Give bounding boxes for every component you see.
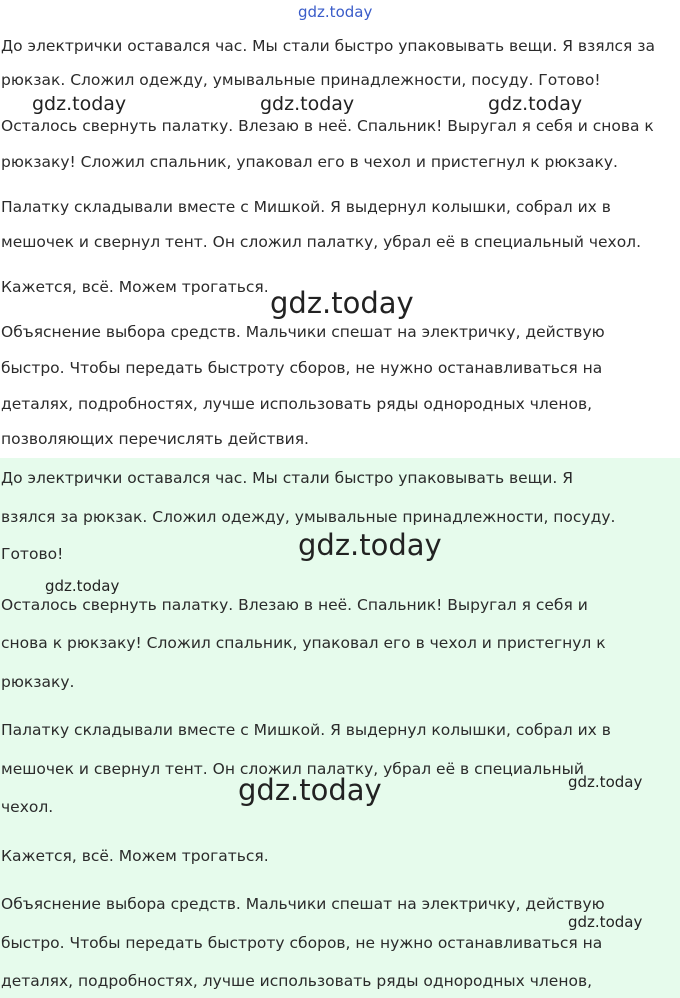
- text-line: Готово!: [1, 545, 64, 563]
- text-line: взялся за рюкзак. Сложил одежду, умывальные принадлежности, посуду.: [1, 508, 616, 526]
- text-line: быстро. Чтобы передать быстроту сборов, не нужно останавливаться на: [1, 934, 603, 952]
- watermark: gdz.today: [298, 3, 373, 21]
- watermark: gdz.today: [298, 528, 442, 562]
- text-line: Объяснение выбора средств. Мальчики спешат на электричку, действую: [1, 895, 605, 913]
- text-line: деталях, подробностях, лучше использовать ряды однородных членов,: [1, 395, 593, 413]
- watermark: gdz.today: [238, 773, 382, 807]
- watermark: gdz.today: [260, 93, 355, 115]
- watermark: gdz.today: [45, 577, 120, 595]
- text-line: Палатку складывали вместе с Мишкой. Я выдернул колышки, собрал их в: [1, 721, 611, 739]
- text-line: Кажется, всё. Можем трогаться.: [1, 847, 269, 865]
- text-line: рюкзаку.: [1, 673, 75, 691]
- watermark: gdz.today: [32, 93, 127, 115]
- watermark: gdz.today: [568, 913, 643, 931]
- text-line: рюкзак. Сложил одежду, умывальные принадлежности, посуду. Готово!: [1, 71, 601, 89]
- watermark: gdz.today: [568, 773, 643, 791]
- text-line: Осталось свернуть палатку. Влезаю в неё. Спальник! Выругал я себя и снова к: [1, 117, 654, 135]
- text-line: чехол.: [1, 798, 54, 816]
- text-line: Кажется, всё. Можем трогаться.: [1, 278, 269, 296]
- text-line: деталях, подробностях, лучше использовать ряды однородных членов,: [1, 972, 593, 990]
- text-line: Осталось свернуть палатку. Влезаю в неё. Спальник! Выругал я себя и: [1, 596, 588, 614]
- text-line: Объяснение выбора средств. Мальчики спешат на электричку, действую: [1, 323, 605, 341]
- text-line: снова к рюкзаку! Сложил спальник, упаковал его в чехол и пристегнул к: [1, 634, 606, 652]
- text-line: быстро. Чтобы передать быстроту сборов, не нужно останавливаться на: [1, 359, 603, 377]
- text-line: рюкзаку! Сложил спальник, упаковал его в чехол и пристегнул к рюкзаку.: [1, 153, 618, 171]
- text-line: Палатку складывали вместе с Мишкой. Я выдернул колышки, собрал их в: [1, 198, 611, 216]
- text-line: мешочек и свернул тент. Он сложил палатку, убрал её в специальный чехол.: [1, 233, 642, 251]
- text-line: позволяющих перечислять действия.: [1, 430, 309, 448]
- watermark: gdz.today: [270, 286, 414, 320]
- text-line: мешочек и свернул тент. Он сложил палатку, убрал её в специальный: [1, 760, 584, 778]
- text-line: До электрички оставался час. Мы стали быстро упаковывать вещи. Я: [1, 469, 573, 487]
- text-line: До электрички оставался час. Мы стали быстро упаковывать вещи. Я взялся за: [1, 37, 656, 55]
- watermark: gdz.today: [488, 93, 583, 115]
